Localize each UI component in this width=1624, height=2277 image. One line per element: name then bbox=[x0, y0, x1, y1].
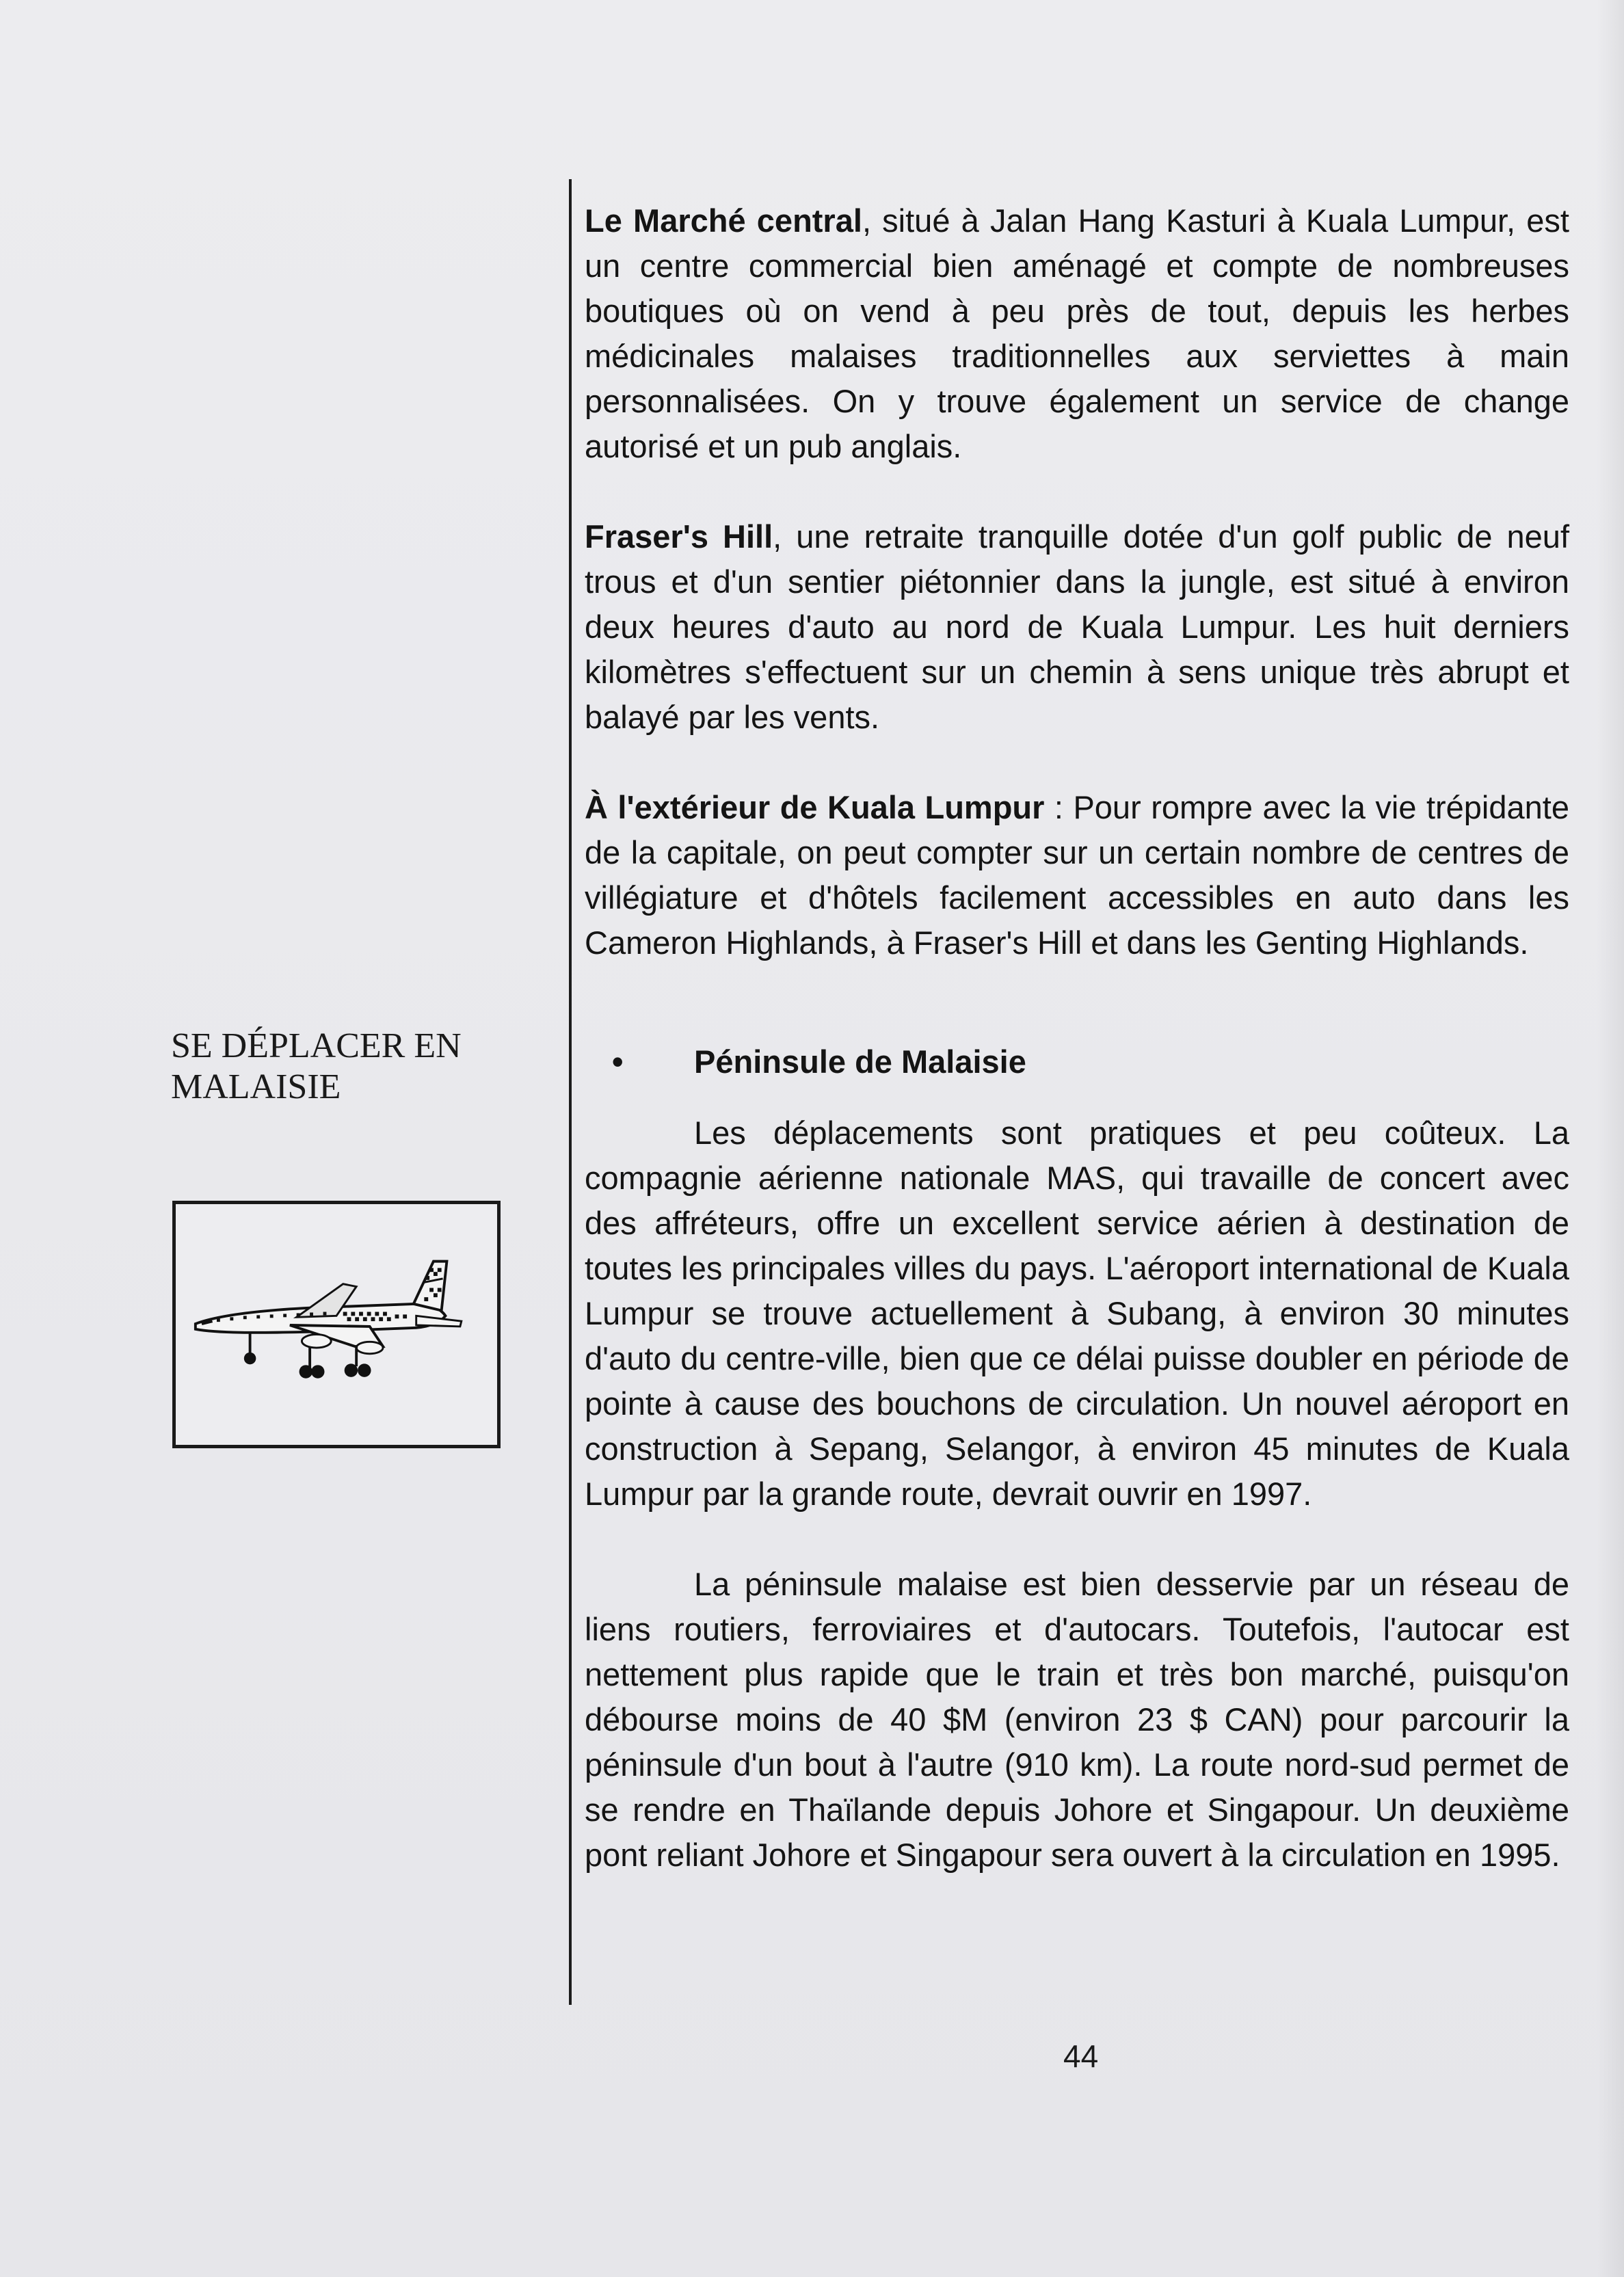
airplane-illustration-box bbox=[172, 1201, 501, 1448]
exterieur-text: : Pour rompre avec la vie trépidante de la capitale, on peut compter sur un certain nombre de centres de villégiature et d'hôtels facilement accessibles en auto dans les Cameron Highlands, à Fraser's Hill et dans les Genting Highlands. bbox=[585, 789, 1569, 961]
bullet-title: Péninsule de Malaisie bbox=[694, 1043, 1026, 1080]
frasers-hill-text: , une retraite tranquille dotée d'un golf public de neuf trous et d'un sentier piétonnier dans la jungle, est situé à environ deux heures d'auto au nord de Kuala Lumpur. Les huit derniers kilomètres s'effectuent sur un chemin à sens unique très abrupt et balayé par les vents. bbox=[585, 518, 1569, 735]
marche-central-text: , situé à Jalan Hang Kasturi à Kuala Lumpur, est un centre commercial bien aménagé et compte de nombreuses boutiques où on vend à peu près de tout, depuis les herbes médicinales malaises traditionnelles aux serviettes à main personnalisées. On y trouve également un service de change autorisé et un pub anglais. bbox=[585, 202, 1569, 464]
paragraph-marche-central bbox=[585, 198, 1569, 469]
paragraph-exterieur-kuala-lumpur bbox=[585, 785, 1569, 966]
marche-central-heading: Le Marché central bbox=[585, 202, 862, 239]
page-number: 44 bbox=[1063, 2038, 1099, 2074]
airplane-icon bbox=[176, 1204, 497, 1445]
frasers-hill-heading: Fraser's Hill bbox=[585, 518, 773, 555]
exterieur-heading: À l'extérieur de Kuala Lumpur bbox=[585, 789, 1045, 825]
main-text-column bbox=[585, 198, 1569, 1878]
paragraph-deplacements: Les déplacements sont pratiques et peu coûteux. La compagnie aérienne nationale MAS, qui travaille de concert avec des affréteurs, offre un excellent service aérien à destination de toutes les principales villes du pays. L'aéroport international de Kuala Lumpur se trouve actuellement à Subang, à environ 30 minutes d'auto du centre-ville, bien que ce délai puisse doubler en période de pointe à cause des bouchons de circulation. Un nouvel aéroport en construction à Sepang, Selangor, à environ 45 minutes de Kuala Lumpur par la grande route, devrait ouvrir en 1997. bbox=[585, 1115, 1569, 1512]
bullet-icon: • bbox=[612, 1043, 624, 1080]
page-edge-shadow bbox=[1597, 0, 1624, 2277]
bullet-heading-peninsule bbox=[585, 1039, 1569, 1084]
paragraph-peninsule-reseau: La péninsule malaise est bien desservie par un réseau de liens routiers, ferroviaires et d'autocars. Toutefois, l'autocar est nettement plus rapide que le train et très bon marché, puisqu'on débourse moins de 40 $M (environ 23 $ CAN) pour parcourir la péninsule d'un bout à l'autre (910 km). La route nord-sud permet de se rendre en Thaïlande depuis Johore et Singapour. Un deuxième pont reliant Johore et Singapour sera ouvert à la circulation en 1995. bbox=[585, 1566, 1569, 1873]
paragraph-frasers-hill bbox=[585, 514, 1569, 740]
section-title: SE DÉPLACER EN MALAISIE bbox=[171, 1026, 462, 1106]
column-divider bbox=[569, 179, 572, 2005]
